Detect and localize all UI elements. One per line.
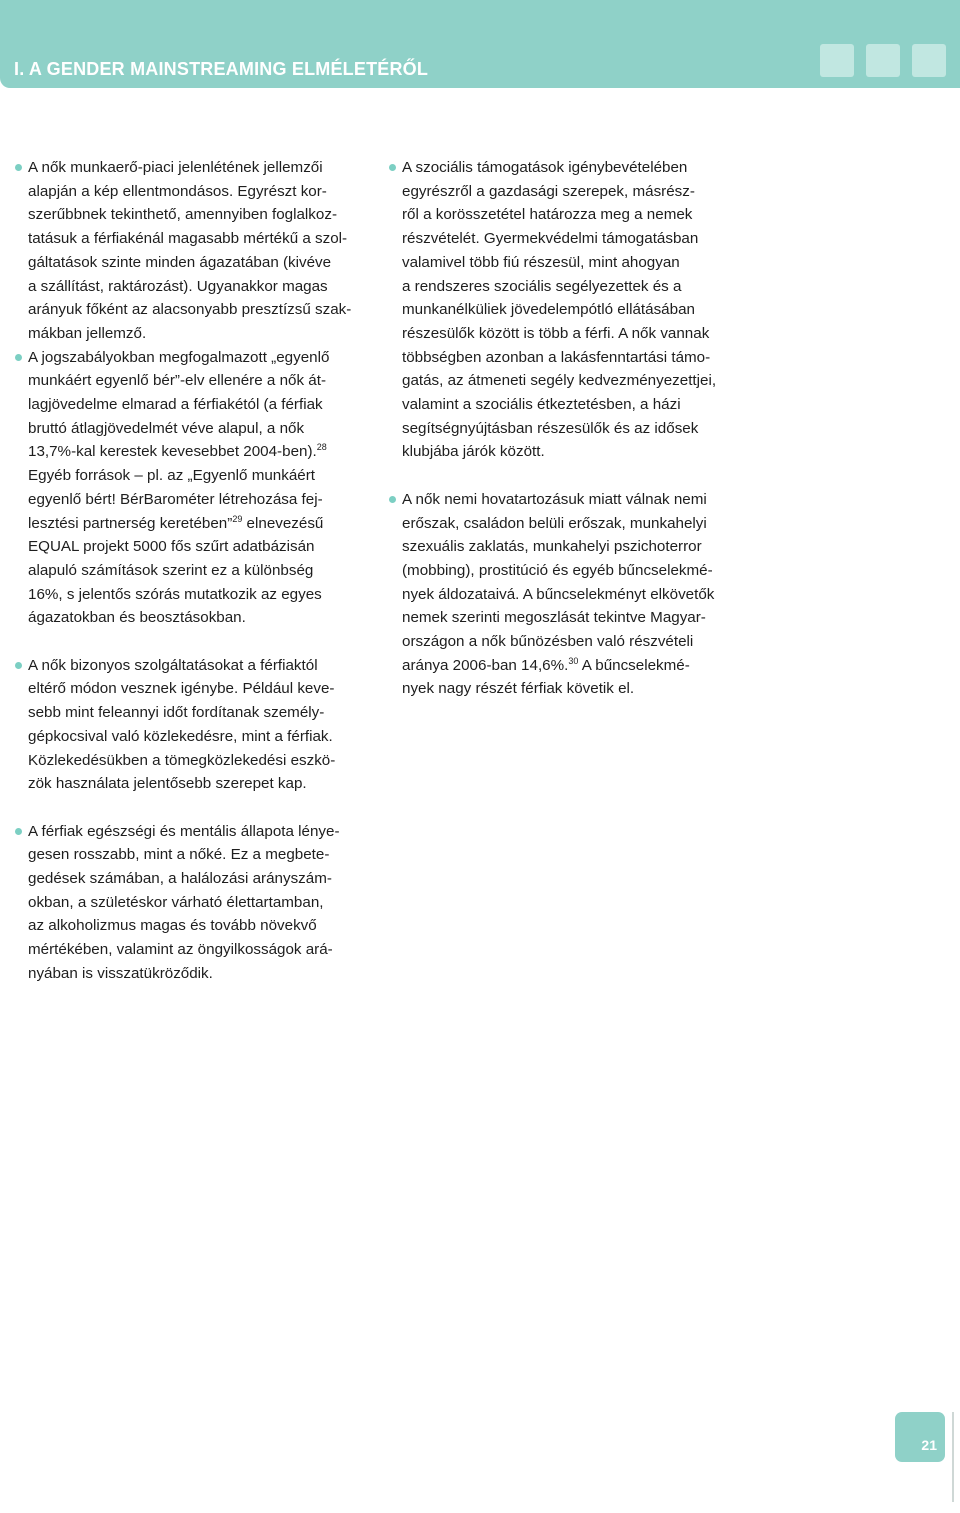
bullet-equal-pay xyxy=(14,346,374,630)
text-line: okban, a születéskor várható élettartamban, xyxy=(28,893,324,911)
bullet-labor-market xyxy=(14,156,374,346)
bullet-dot-icon xyxy=(389,164,396,171)
text-line: klubjába járók között. xyxy=(402,443,545,461)
text-line: részvételét. Gyermekvédelmi támogatásban xyxy=(402,230,699,248)
text-line-tail: elnevezésű xyxy=(242,514,324,532)
text-line: nyában is visszatükröződik. xyxy=(28,964,213,982)
text-line: lesztési partnerség keretében” xyxy=(28,514,233,532)
text-line: a rendszeres szociális segélyezettek és a xyxy=(402,277,682,295)
text-line: mértékében, valamint az öngyilkosságok ará- xyxy=(28,941,333,959)
bullet-social-support xyxy=(388,156,748,464)
bullet-health xyxy=(14,820,374,986)
text-line: alapján a kép ellentmondásos. Egyrészt kor- xyxy=(28,182,327,200)
text-line: EQUAL projekt 5000 fős szűrt adatbázisán xyxy=(28,538,315,556)
text-line: 13,7%-kal kerestek kevesebbet 2004-ben). xyxy=(28,443,317,461)
text-line: zök használata jelentősebb szerepet kap. xyxy=(28,775,307,793)
header-decor-square-3 xyxy=(912,44,946,77)
text-line: 16%, s jelentős szórás mutatkozik az egyes xyxy=(28,585,322,603)
footnote-marker: 29 xyxy=(232,513,243,524)
header-decor-square-1 xyxy=(820,44,854,77)
text-line: Közlekedésükben a tömegközlekedési eszkö- xyxy=(28,751,336,769)
text-line: az alkoholizmus magas és tovább növekvő xyxy=(28,917,317,935)
text-line-with-footnote xyxy=(28,440,374,464)
text-line: gesen rosszabb, mint a nőké. Ez a megbete- xyxy=(28,846,330,864)
text-line: A nők bizonyos szolgáltatásokat a férfiaktól xyxy=(28,656,318,674)
text-line: gedések számában, a halálozási arányszám- xyxy=(28,870,332,888)
text-line: egyenlő bért! BérBarométer létrehozása fej- xyxy=(28,490,323,508)
text-line: a szállítást, raktározást). Ugyanakkor magas xyxy=(28,277,328,295)
text-line: eltérő módon vesznek igénybe. Például keve- xyxy=(28,680,335,698)
bullet-dot-icon xyxy=(15,828,22,835)
text-line: nyek áldozataivá. A bűncselekményt elkövetők xyxy=(402,585,715,603)
text-line-tail: A bűncselekmé- xyxy=(578,656,690,674)
text-line: nyek nagy részét férfiak követik el. xyxy=(402,680,635,698)
text-line: (mobbing), prostitúció és egyéb bűncselekmé- xyxy=(402,561,713,579)
text-line-with-footnote xyxy=(28,512,374,536)
text-line: gáltatások szinte minden ágazatában (kivéve xyxy=(28,253,332,271)
text-line: többségben azonban a lakásfenntartási támo- xyxy=(402,348,711,366)
text-line: alapuló számítások szerint ez a különbség xyxy=(28,561,314,579)
text-line: A nők munkaerő-piaci jelenlétének jellemzői xyxy=(28,159,323,176)
text-line: valamint a szociális étkeztetésben, a házi xyxy=(402,396,681,414)
text-line: aránya 2006-ban 14,6%. xyxy=(402,656,569,674)
text-line: szexuális zaklatás, munkahelyi pszichoterror xyxy=(402,538,702,556)
bullet-dot-icon xyxy=(15,662,22,669)
text-line: A szociális támogatások igénybevételében xyxy=(402,159,688,176)
bullet-services xyxy=(14,654,374,796)
text-line: munkanélküliek jövedelempótló ellátásában xyxy=(402,301,695,319)
text-line: A férfiak egészségi és mentális állapota lénye- xyxy=(28,822,340,840)
header-decor-square-2 xyxy=(866,44,900,77)
text-line: tatásuk a férfiakénál magasabb mértékű a szol- xyxy=(28,230,348,248)
text-line: A nők nemi hovatartozásuk miatt válnak nemi xyxy=(402,490,707,508)
page-number-box xyxy=(895,1412,945,1462)
page-number: 21 xyxy=(921,1437,937,1453)
footnote-marker: 30 xyxy=(568,655,579,666)
bullet-dot-icon xyxy=(389,496,396,503)
text-line: gatás, az átmeneti segély kedvezményezettjei, xyxy=(402,372,717,390)
text-line: Egyéb források – pl. az „Egyenlő munkáért xyxy=(28,467,316,485)
text-line: A jogszabályokban megfogalmazott „egyenlő xyxy=(28,348,330,366)
chapter-title: I. A GENDER MAINSTREAMING ELMÉLETÉRŐL xyxy=(14,59,429,79)
text-line: sebb mint feleannyi időt fordítanak személy- xyxy=(28,704,325,722)
text-line: valamivel több fiú részesül, mint ahogyan xyxy=(402,253,680,271)
text-line: egyrészről a gazdasági szerepek, másrész- xyxy=(402,182,695,200)
page-edge-rule xyxy=(952,1412,954,1502)
text-line: bruttó átlagjövedelmét véve alapul, a nők xyxy=(28,419,305,437)
text-line: erőszak, családon belüli erőszak, munkahelyi xyxy=(402,514,707,532)
text-line: arányuk főként az alacsonyabb presztízsű szak- xyxy=(28,301,352,319)
text-line: munkáért egyenlő bér”-elv ellenére a nők át- xyxy=(28,372,327,390)
text-line: részesülők között is több a férfi. A nők vannak xyxy=(402,324,710,342)
bullet-dot-icon xyxy=(15,354,22,361)
footnote-marker: 28 xyxy=(316,442,327,453)
text-line: szerűbbnek tekinthető, amennyiben foglalkoz- xyxy=(28,206,338,224)
text-line: segítségnyújtásban részesülők és az idősek xyxy=(402,419,699,437)
text-line-with-footnote xyxy=(402,654,748,678)
left-column xyxy=(14,156,374,986)
text-line: ről a korösszetétel határozza meg a nemek xyxy=(402,206,693,224)
right-column xyxy=(388,156,748,701)
text-line: országon a nők bűnözésben való részvételi xyxy=(402,633,694,651)
bullet-dot-icon xyxy=(15,164,22,171)
text-line: nemek szerinti megoszlását tekintve Magyar- xyxy=(402,609,706,627)
text-line: mákban jellemző. xyxy=(28,324,147,342)
text-line: gépkocsival való közlekedésre, mint a férfiak. xyxy=(28,727,333,745)
text-line: ágazatokban és beosztásokban. xyxy=(28,609,246,627)
text-line: lagjövedelme elmarad a férfiakétól (a férfiak xyxy=(28,396,323,414)
bullet-violence xyxy=(388,488,748,701)
